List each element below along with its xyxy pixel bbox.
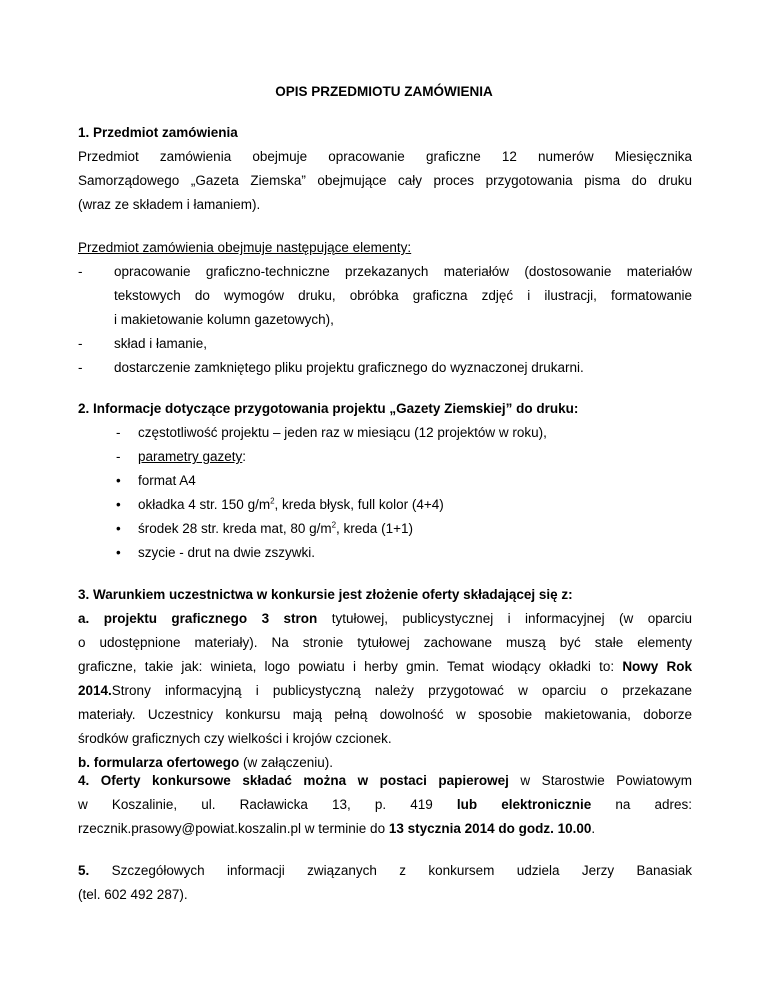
list-item [78, 332, 692, 356]
bullet-item [78, 517, 692, 541]
bold-text: 5. [78, 863, 90, 878]
list-item [78, 356, 692, 380]
dash-marker: - [78, 264, 83, 279]
bold-text: 4. Oferty konkursowe składać można w postaci papierowej [78, 773, 509, 788]
section-1-paragraph-line: (wraz ze składem i łamaniem). [78, 197, 261, 212]
list-item-text: częstotliwość projektu – jeden raz w miesiącu (12 projektów w roku), [138, 425, 547, 440]
bullet-text-part: , kreda błysk, full kolor (4+4) [274, 497, 444, 512]
section-5-line [78, 859, 692, 883]
section-1-paragraph-line: Samorządowego „Gazeta Ziemska” obejmujące cały proces przygotowania pisma do druku [78, 173, 692, 188]
text: . [591, 821, 596, 836]
bold-text: lub elektronicznie [456, 797, 592, 812]
text: w Koszalinie, ul. Racławicka 13, p. 419 [78, 797, 457, 812]
list-item-text: tekstowych do wymogów druku, obróbka graficzna zdjęć i ilustracji, formatowanie [114, 288, 692, 303]
bullet-item [78, 541, 692, 565]
section-4-line [78, 817, 692, 841]
bullet-icon: • [116, 497, 121, 512]
bullet-text: format A4 [138, 473, 196, 488]
section-3-line: środków graficznych czy wielkości i krojów czcionek. [78, 731, 392, 746]
bullet-icon: • [116, 521, 121, 536]
dash-marker: - [78, 360, 83, 375]
section-3-line [78, 607, 692, 631]
section-5 [78, 859, 692, 907]
text: Szczegółowych informacji związanych z konkursem udziela Jerzy Banasiak [89, 863, 692, 878]
bullet-text [138, 493, 444, 517]
section-5-line: (tel. 602 492 287). [78, 887, 188, 902]
section-3-heading: 3. Warunkiem uczestnictwa w konkursie jest złożenie oferty składającej się z: [78, 587, 573, 602]
list-item-continuation [78, 284, 692, 308]
colon: : [242, 449, 247, 464]
list-item [78, 421, 692, 445]
elements-list-label: Przedmiot zamówienia obejmuje następujące elementy: [78, 240, 412, 255]
list-item-text: dostarczenie zamkniętego pliku projektu graficznego do wyznaczonej drukarni. [114, 360, 584, 375]
email-text: rzecznik.prasowy@powiat.koszalin.pl w terminie do [78, 821, 389, 836]
bullet-icon: • [116, 473, 121, 488]
text: Strony informacyjną i publicystyczną należy przygotować w oparciu o przekazane [111, 683, 692, 698]
section-3 [78, 583, 692, 775]
elements-list [78, 236, 692, 380]
bullet-item [78, 469, 692, 493]
bold-text: 2014. [78, 683, 112, 698]
bullet-text-part: okładka 4 str. 150 g/m [138, 497, 271, 512]
superscript: 2 [331, 520, 337, 530]
section-4-line [78, 793, 692, 817]
section-3-line: o udostępnione materiały). Na stronie tytułowej zachowane muszą być stałe elementy [78, 635, 692, 650]
section-4 [78, 769, 692, 841]
section-4-line [78, 769, 692, 793]
bold-text: Nowy Rok [622, 659, 692, 674]
bullet-icon: • [116, 545, 121, 560]
dash-marker: - [116, 449, 121, 464]
list-item-text: skład i łamanie, [114, 336, 208, 351]
section-2 [78, 397, 692, 565]
text: w Starostwie Powiatowym [508, 773, 692, 788]
section-1-paragraph-line: Przedmiot zamówienia obejmuje opracowanie graficzne 12 numerów Miesięcznika [78, 149, 692, 164]
bold-text: b. formularza ofertowego [78, 755, 240, 770]
bullet-text-part: środek 28 str. kreda mat, 80 g/m [138, 521, 332, 536]
list-item-text: opracowanie graficzno-techniczne przekazanych materiałów (dostosowanie materiałów [114, 264, 692, 279]
section-2-heading: 2. Informacje dotyczące przygotowania projektu „Gazety Ziemskiej” do druku: [78, 401, 579, 416]
parameters-label: parametry gazety [138, 449, 243, 464]
list-item [78, 445, 692, 469]
dash-marker: - [78, 336, 83, 351]
list-item-continuation [78, 308, 692, 332]
bullet-text-part: , kreda (1+1) [336, 521, 413, 536]
bullet-text: szycie - drut na dwie zszywki. [138, 545, 316, 560]
dash-marker: - [116, 425, 121, 440]
text: graficzne, takie jak: winieta, logo powiatu i herby gmin. Temat wiodący okładki to: [78, 659, 623, 674]
section-1-heading: 1. Przedmiot zamówienia [78, 125, 238, 140]
list-item [78, 260, 692, 284]
bullet-item [78, 493, 692, 517]
page-title: OPIS PRZEDMIOTU ZAMÓWIENIA [275, 84, 493, 99]
list-item-text: i makietowanie kolumn gazetowych), [114, 312, 334, 327]
section-3-line [78, 655, 692, 679]
text: (w załączeniu). [239, 755, 334, 770]
section-3-line: materiały. Uczestnicy konkursu mają pełną dowolność w sposobie makietowania, doborze [78, 707, 692, 722]
section-1 [78, 121, 692, 217]
section-3-line [78, 679, 692, 703]
superscript: 2 [270, 496, 275, 506]
bullet-text [138, 517, 413, 541]
bold-text: a. projektu graficznego 3 stron [78, 611, 318, 626]
text: na adres: [591, 797, 692, 812]
deadline-text: 13 stycznia 2014 do godz. 10.00 [388, 821, 592, 836]
text: tytułowej, publicystycznej i informacyjnej (w oparciu [317, 611, 692, 626]
list-item-text [138, 445, 246, 469]
